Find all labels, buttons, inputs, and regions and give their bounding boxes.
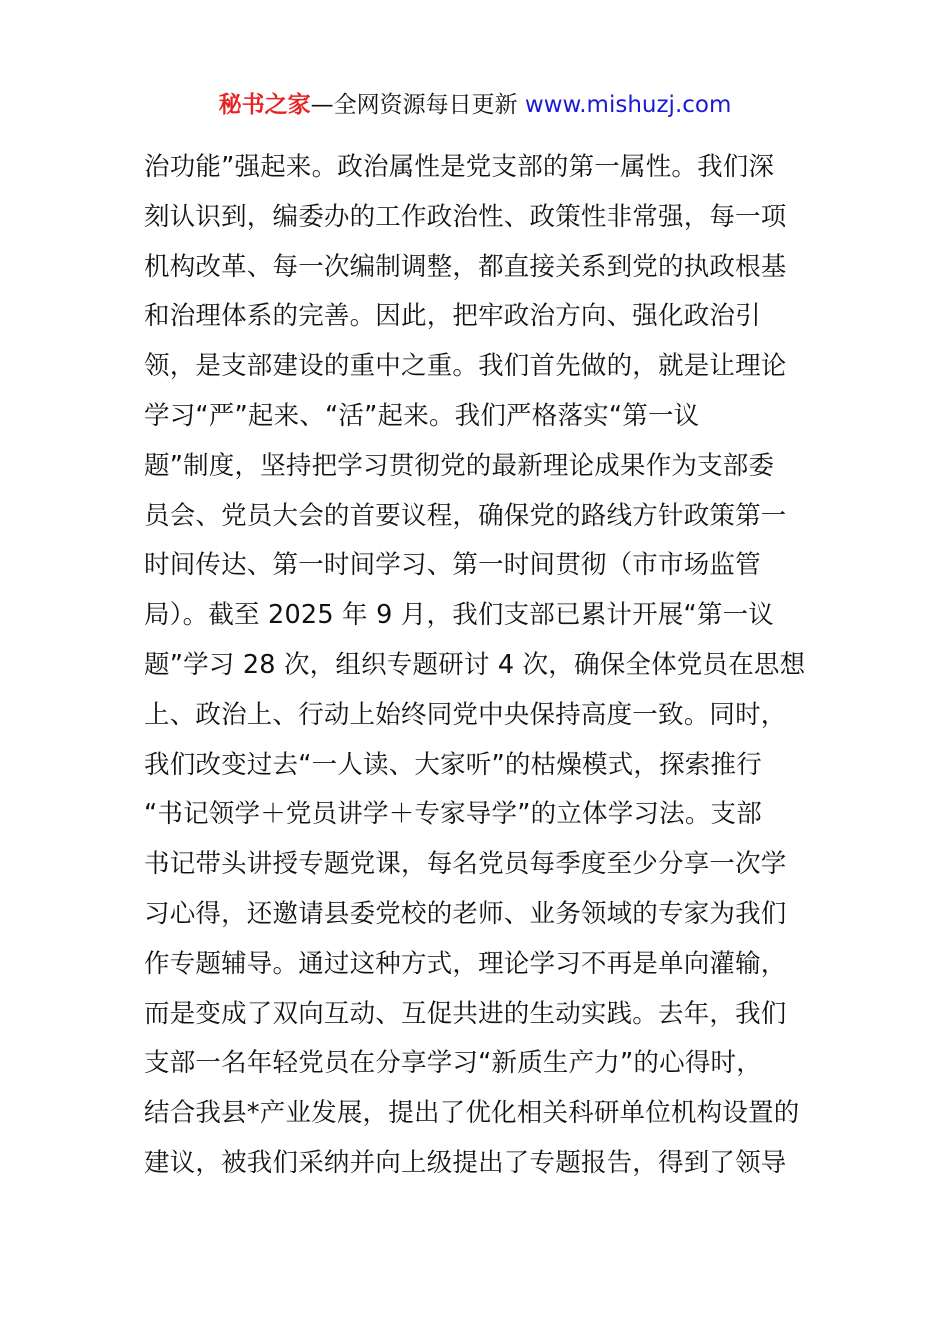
brand-name: 秘书之家 (218, 92, 311, 118)
body-line: 支部一名年轻党员在分享学习“新质生产力”的心得时， (144, 1048, 762, 1079)
body-line: 领，是支部建设的重中之重。我们首先做的，就是让理论 (144, 351, 787, 382)
body-line: 上、政治上、行动上始终同党中央保持高度一致。同时， (144, 699, 787, 730)
document-body (144, 143, 810, 1189)
body-line: 局）。截至 2025 年 9 月，我们支部已累计开展“第一议 (144, 600, 775, 631)
body-line: 我们改变过去“一人读、大家听”的枯燥模式，探索推行 (144, 749, 762, 780)
body-line: 建议，被我们采纳并向上级提出了专题报告，得到了领导 (144, 1147, 787, 1178)
body-line: 结合我县*产业发展，提出了优化相关科研单位机构设置的 (144, 1098, 800, 1129)
body-line: 刻认识到，编委办的工作政治性、政策性非常强，每一项 (144, 201, 787, 232)
body-line: “书记领学＋党员讲学＋专家导学”的立体学习法。支部 (144, 799, 762, 830)
body-line: 习心得，还邀请县委党校的老师、业务领域的专家为我们 (144, 898, 787, 929)
body-line: 题”学习 28 次，组织专题研讨 4 次，确保全体党员在思想 (144, 649, 806, 680)
body-line: 作专题辅导。通过这种方式，理论学习不再是单向灌输， (144, 948, 787, 979)
header-tagline: —全网资源每日更新 (310, 92, 518, 118)
body-line: 而是变成了双向互动、互促共进的生动实践。去年，我们 (144, 998, 787, 1029)
body-line: 员会、党员大会的首要议程，确保党的路线方针政策第一 (144, 500, 787, 531)
body-line: 时间传达、第一时间学习、第一时间贯彻（市市场监管 (144, 550, 761, 581)
body-line: 治功能”强起来。政治属性是党支部的第一属性。我们深 (144, 152, 775, 182)
body-line: 机构改革、每一次编制调整，都直接关系到党的执政根基 (144, 251, 787, 282)
site-header (0, 88, 950, 122)
body-line: 学习“严”起来、“活”起来。我们严格落实“第一议 (144, 400, 700, 431)
site-url-link[interactable]: www.mishuzj.com (524, 92, 732, 118)
body-line: 题”制度，坚持把学习贯彻党的最新理论成果作为支部委 (144, 450, 775, 481)
body-line: 书记带头讲授专题党课，每名党员每季度至少分享一次学 (144, 849, 787, 880)
body-line: 和治理体系的完善。因此，把牢政治方向、强化政治引 (144, 301, 761, 332)
